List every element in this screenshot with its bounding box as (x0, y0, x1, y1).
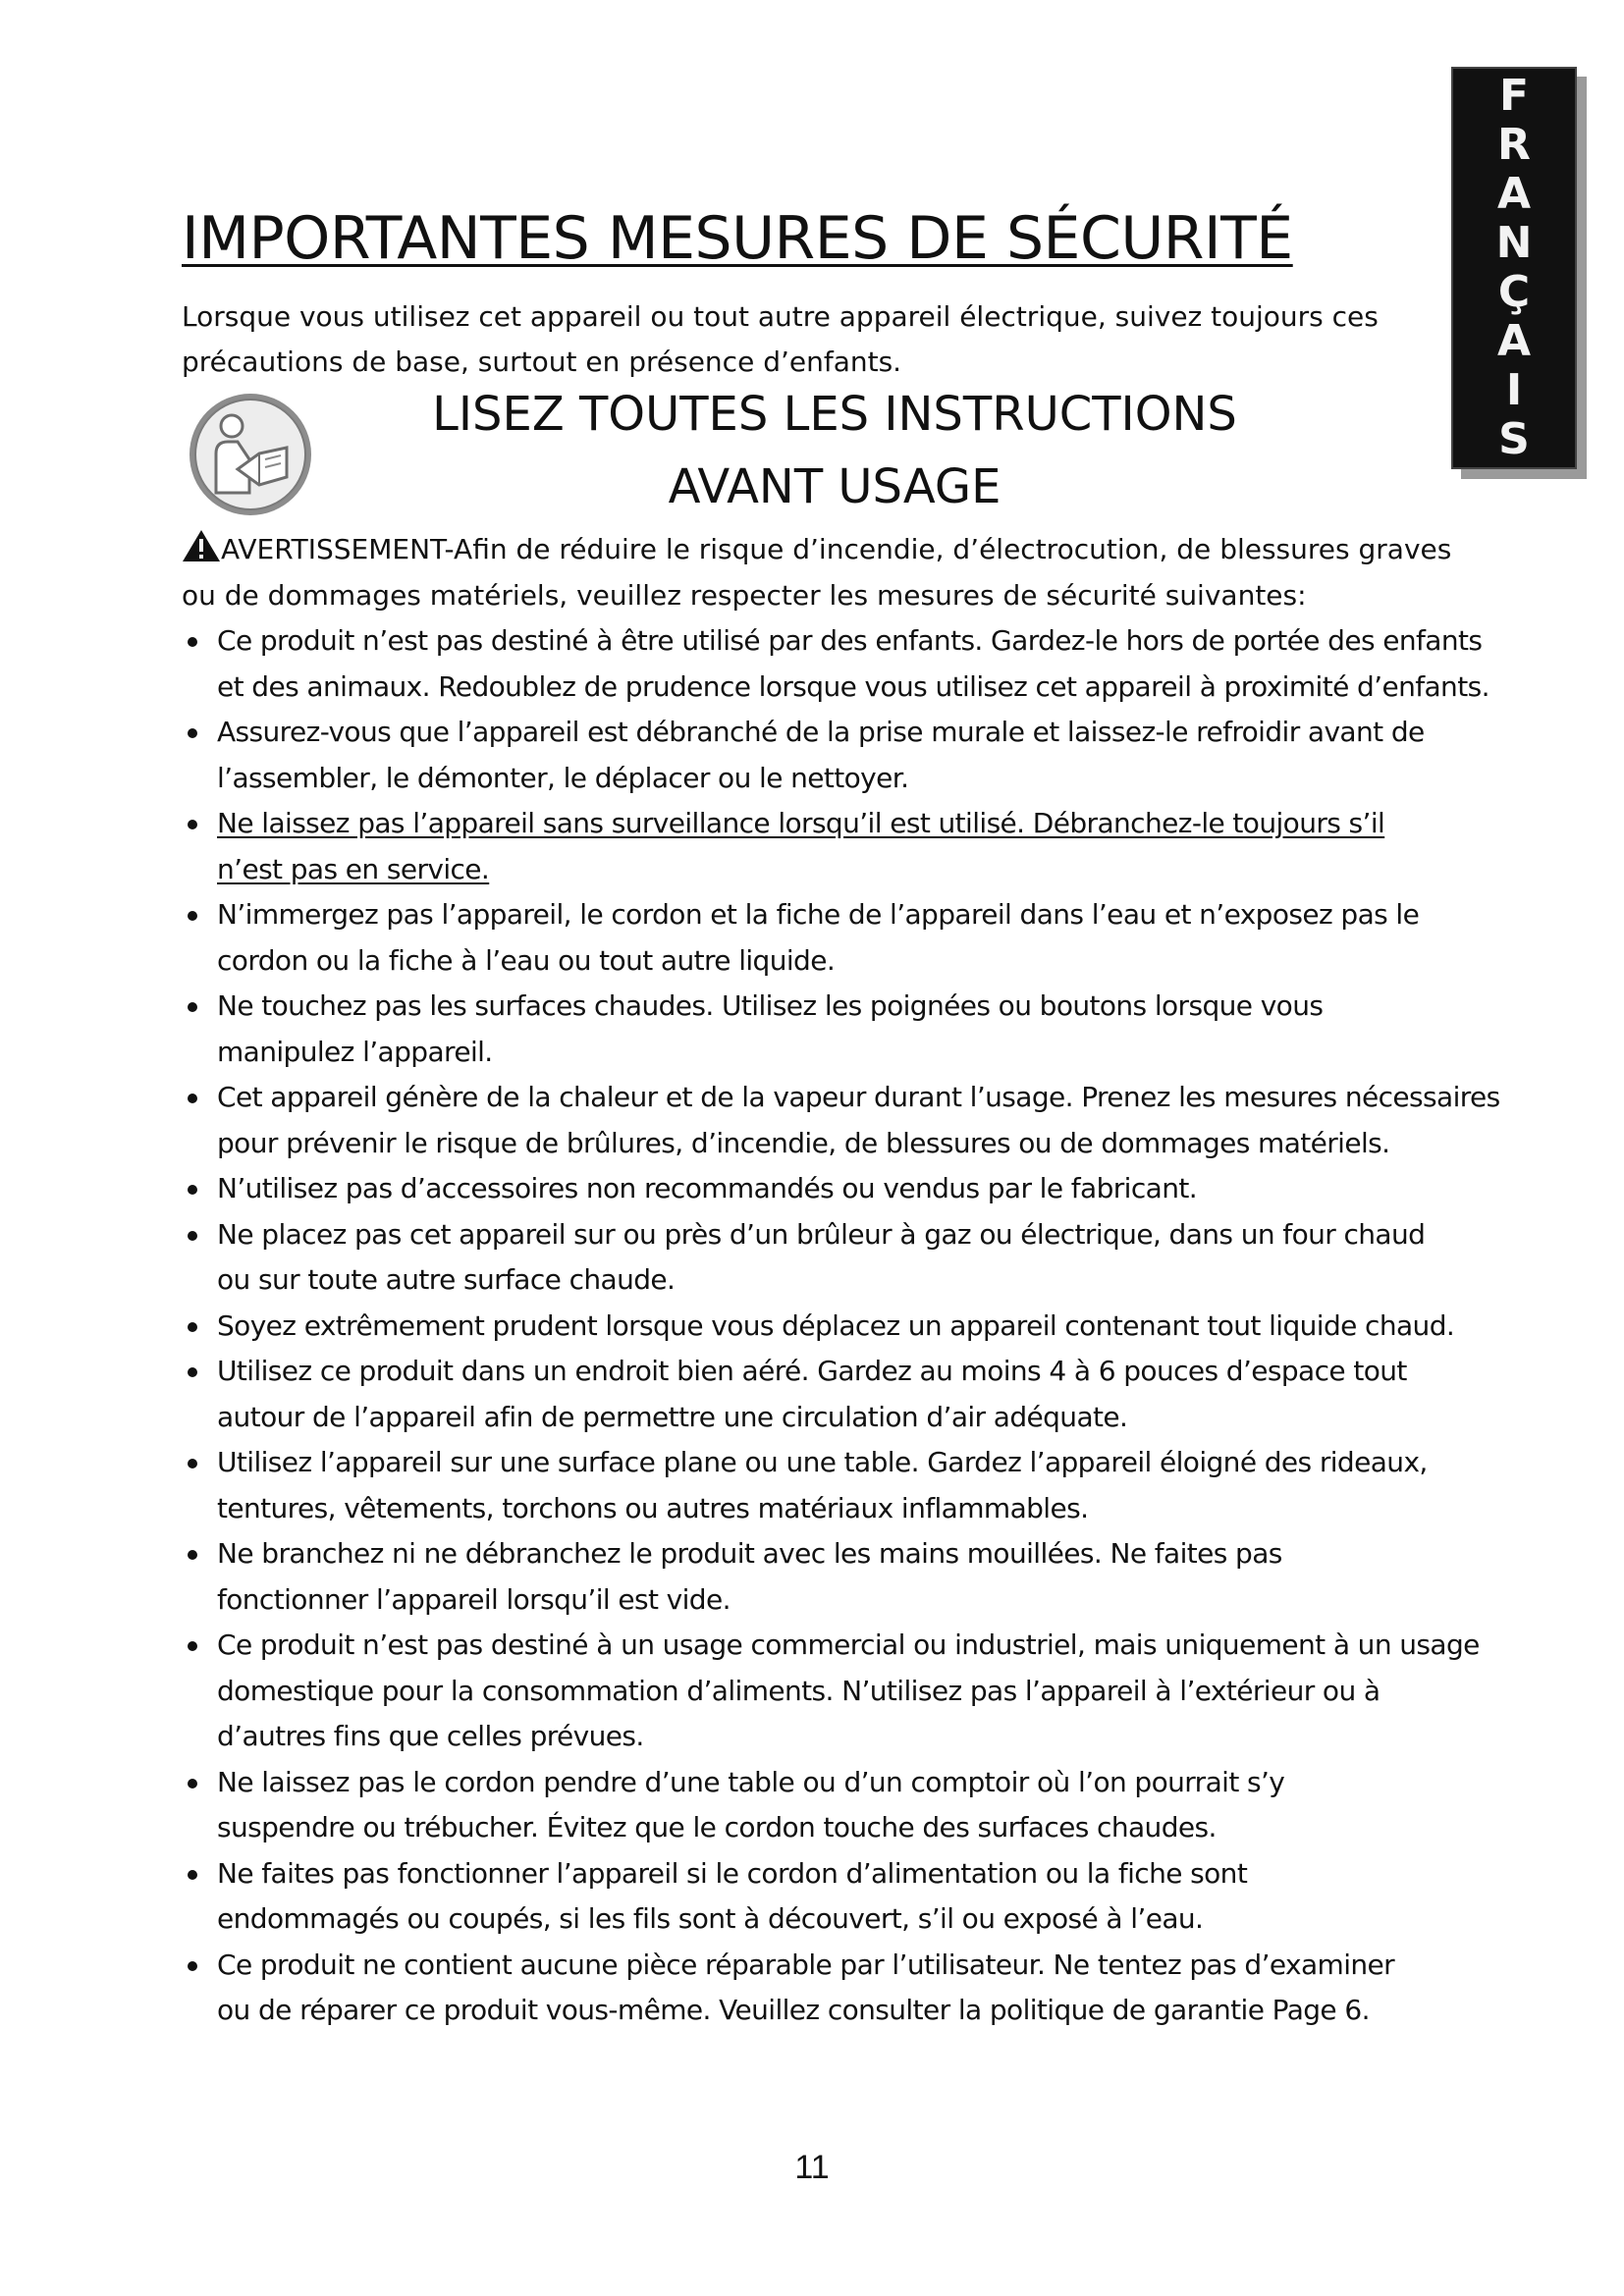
list-item: N’immergez pas l’appareil, le cordon et la fiche de l’appareil dans l’eau et n’exposez pas le cordon ou la fiche à l’eau ou tout autre liquide. (182, 892, 1556, 984)
list-item: Ne touchez pas les surfaces chaudes. Utilisez les poignées ou boutons lorsque vous manipulez l’appareil. (182, 984, 1556, 1075)
language-tab-face (1451, 67, 1577, 469)
read-instructions-heading: LISEZ TOUTES LES INSTRUCTIONS (432, 387, 1237, 442)
list-item: Ce produit ne contient aucune pièce réparable par l’utilisateur. Ne tentez pas d’examiner ou de réparer ce produit vous-même. Veuillez consulter la politique de garantie Page 6. (182, 1943, 1556, 2034)
list-item: N’utilisez pas d’accessoires non recommandés ou vendus par le fabricant. (182, 1166, 1556, 1212)
read-manual-icon (187, 391, 314, 518)
list-item: Ce produit n’est pas destiné à un usage commercial ou industriel, mais uniquement à un usage domestique pour la consommation d’aliments. N’utilisez pas l’appareil à l’extérieur ou à d’autres fins que celles prévues. (182, 1623, 1556, 1760)
list-item: Assurez-vous que l’appareil est débranché de la prise murale et laissez-le refroidir avant de l’assembler, le démonter, le déplacer ou le nettoyer. (182, 710, 1556, 801)
list-item: Cet appareil génère de la chaleur et de la vapeur durant l’usage. Prenez les mesures nécessaires pour prévenir le risque de brûlures, d’incendie, de blessures ou de dommages matériels. (182, 1075, 1556, 1166)
underlined-text: Ne laissez pas l’appareil sans surveillance lorsqu’il est utilisé. Débranchez-le toujours s’il n’est pas en service. (217, 807, 1385, 885)
list-item: Ne faites pas fonctionner l’appareil si le cordon d’alimentation ou la fiche sont endommagés ou coupés, si les fils sont à découvert, s’il ou exposé à l’eau. (182, 1851, 1556, 1943)
language-tab-letter: R (1497, 120, 1531, 170)
before-use-heading: AVANT USAGE (668, 459, 1001, 514)
page-number: 11 (794, 2149, 830, 2186)
warning-triangle-icon (182, 529, 221, 562)
language-tab-letter: S (1498, 414, 1530, 464)
warning-paragraph (182, 526, 1488, 618)
language-tab-letter: Ç (1497, 267, 1531, 317)
list-item: Ne placez pas cet appareil sur ou près d’un brûleur à gaz ou électrique, dans un four chaud ou sur toute autre surface chaude. (182, 1212, 1556, 1304)
list-item: Ne laissez pas le cordon pendre d’une table ou d’un comptoir où l’on pourrait s’y suspendre ou trébucher. Évitez que le cordon touche des surfaces chaudes. (182, 1760, 1556, 1851)
language-tab-letter: I (1505, 365, 1523, 415)
language-tab-letter: F (1498, 71, 1530, 121)
language-tab-letter: A (1496, 316, 1532, 366)
list-item: Utilisez l’appareil sur une surface plane ou une table. Gardez l’appareil éloigné des rideaux, tentures, vêtements, torchons ou autres matériaux inflammables. (182, 1440, 1556, 1531)
list-item (182, 801, 1556, 892)
list-item: Utilisez ce produit dans un endroit bien aéré. Gardez au moins 4 à 6 pouces d’espace tout autour de l’appareil afin de permettre une circulation d’air adéquate. (182, 1349, 1556, 1440)
language-tab-letter: N (1495, 218, 1533, 268)
page-title: IMPORTANTES MESURES DE SÉCURITÉ (182, 204, 1293, 273)
intro-paragraph: Lorsque vous utilisez cet appareil ou tout autre appareil électrique, suivez toujours ces précautions de base, surtout en présence d’enfants. (182, 300, 1379, 378)
list-item: Soyez extrêmement prudent lorsque vous déplacez un appareil contenant tout liquide chaud. (182, 1304, 1556, 1350)
language-tab-letter: A (1496, 169, 1532, 219)
safety-list (182, 618, 1556, 2034)
language-tab (1451, 67, 1587, 479)
list-item: Ne branchez ni ne débranchez le produit avec les mains mouillées. Ne faites pas fonctionner l’appareil lorsqu’il est vide. (182, 1531, 1556, 1623)
warning-text: AVERTISSEMENT-Afin de réduire le risque d’incendie, d’électrocution, de blessures graves ou de dommages matériels, veuillez respecter les mesures de sécurité suivantes: (182, 533, 1452, 612)
list-item: Ce produit n’est pas destiné à être utilisé par des enfants. Gardez-le hors de portée des enfants et des animaux. Redoublez de prudence lorsque vous utilisez cet appareil à proximité d’enfants. (182, 618, 1556, 710)
